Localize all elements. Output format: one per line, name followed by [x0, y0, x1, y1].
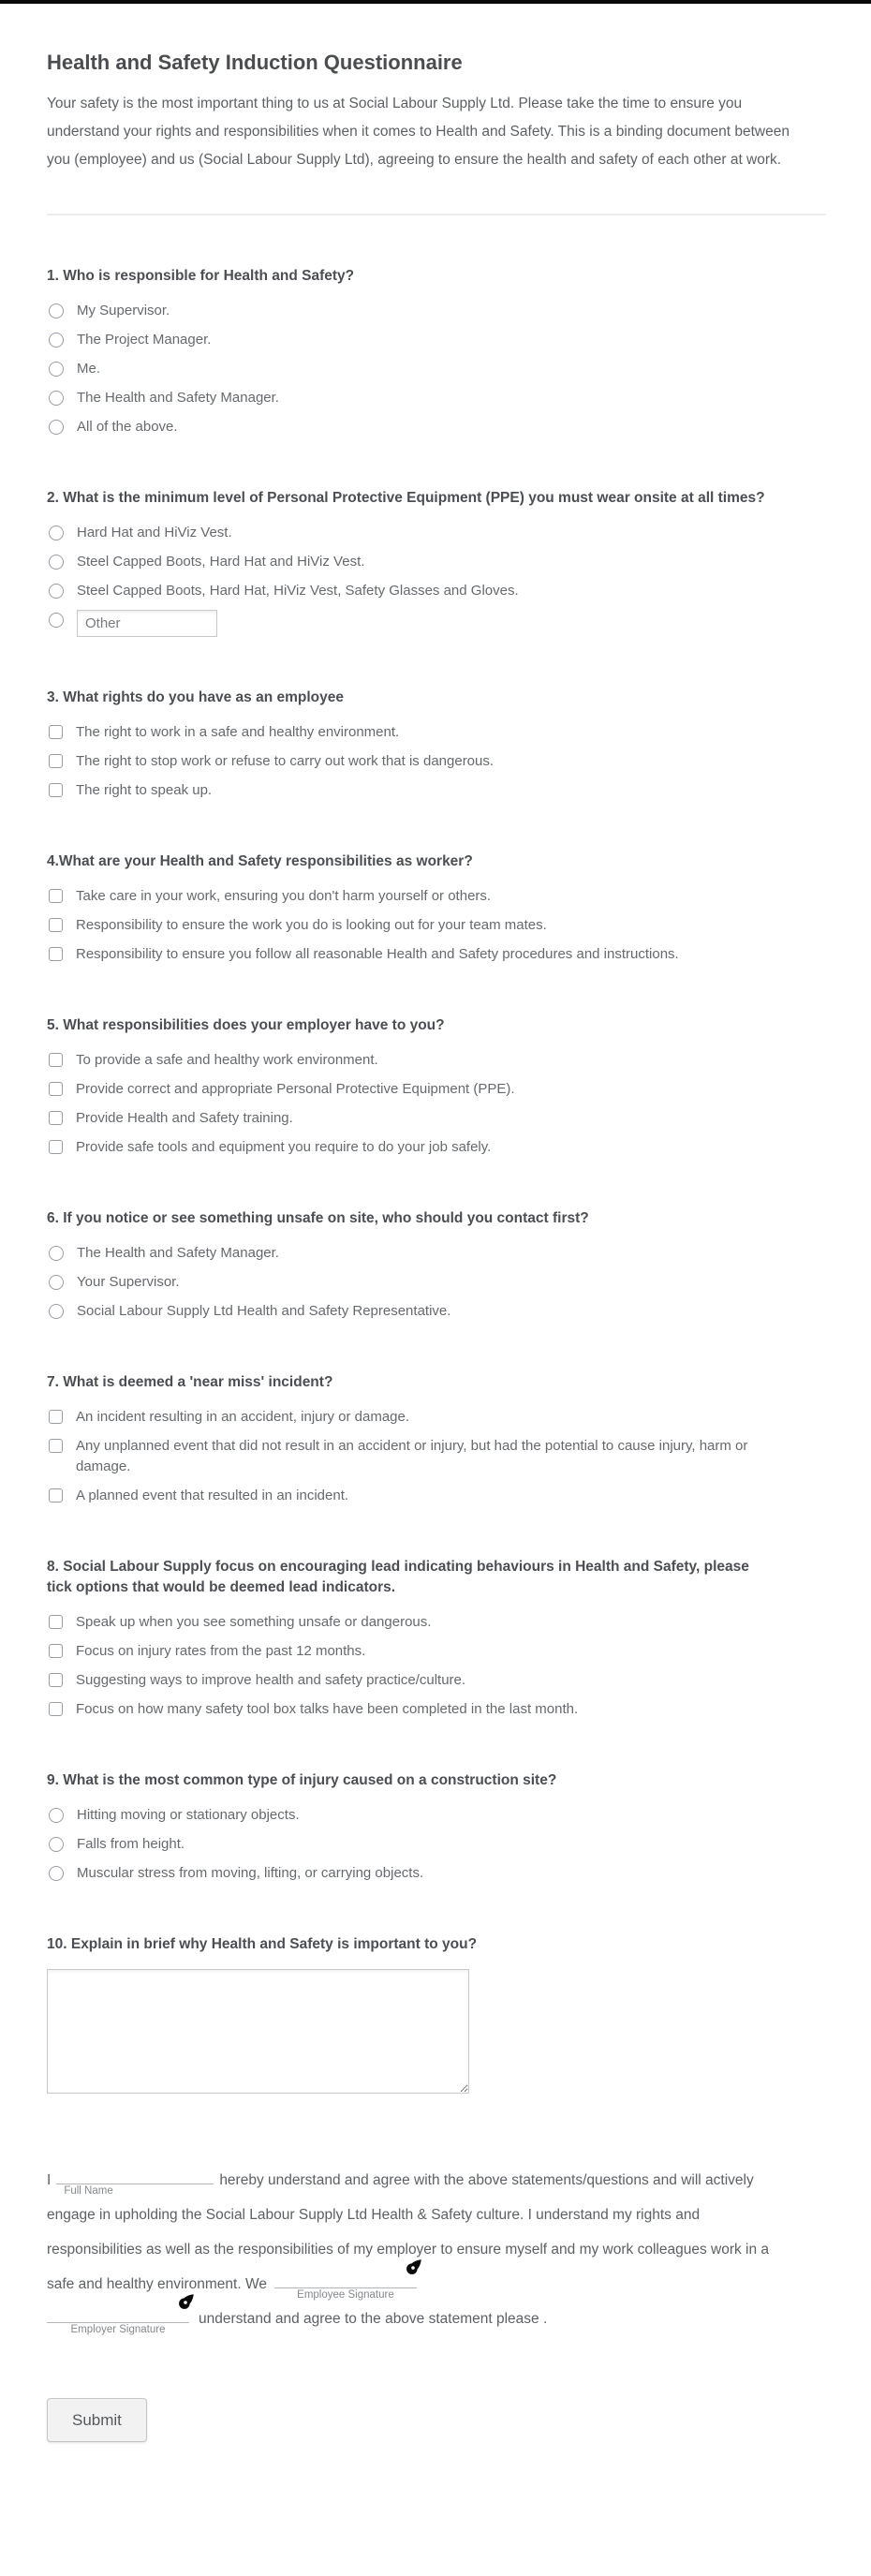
question-heading: 5. What responsibilities does your employer have to you? — [47, 1017, 445, 1033]
radio-button[interactable] — [49, 333, 64, 348]
option-label: Steel Capped Boots, Hard Hat, HiViz Vest, Safety Glasses and Gloves. — [77, 583, 519, 599]
option-row — [47, 751, 826, 772]
option-row — [47, 722, 826, 743]
checkbox[interactable] — [49, 1140, 63, 1154]
option-row — [47, 1670, 826, 1691]
form-title: Health and Safety Induction Questionnaire — [47, 51, 463, 74]
radio-button[interactable] — [49, 1304, 64, 1319]
radio-button[interactable] — [49, 555, 64, 570]
option-label: The right to speak up. — [76, 782, 213, 798]
checkbox[interactable] — [49, 1615, 63, 1629]
questions-list — [47, 266, 826, 2094]
option-label: Social Labour Supply Ltd Health and Safety Representative. — [77, 1303, 451, 1319]
option-label: Steel Capped Boots, Hard Hat and HiViz Vest. — [77, 554, 365, 570]
checkbox[interactable] — [49, 1673, 63, 1687]
radio-button[interactable] — [49, 526, 64, 540]
option-row — [47, 780, 826, 801]
checkbox[interactable] — [49, 1410, 63, 1424]
employee-signature-field[interactable] — [274, 2271, 417, 2301]
question-heading: 8. Social Labour Supply focus on encouraging lead indicating behaviours in Health and Safety, please tick options that would be deemed lead indicators. — [47, 1559, 749, 1595]
question-heading: 7. What is deemed a 'near miss' incident? — [47, 1374, 333, 1390]
option-row — [47, 330, 826, 350]
option-row — [47, 359, 826, 379]
section-divider — [47, 214, 826, 215]
question-block-5 — [47, 1015, 826, 1158]
option-row — [47, 1863, 826, 1884]
option-row — [47, 1612, 826, 1633]
option-label: The right to stop work or refuse to carry out work that is dangerous. — [76, 753, 495, 769]
radio-button[interactable] — [49, 584, 64, 599]
checkbox[interactable] — [49, 889, 63, 903]
option-row — [47, 1079, 826, 1100]
radio-button[interactable] — [49, 1246, 64, 1261]
full-name-label: Full Name — [64, 2185, 113, 2197]
option-row — [47, 1137, 826, 1158]
agreement-text-2: understand and agree to the above statement please . — [199, 2311, 548, 2327]
question-block-7 — [47, 1372, 826, 1506]
option-label: The Health and Safety Manager. — [77, 390, 279, 406]
employer-signature-field[interactable] — [47, 2305, 189, 2335]
option-label: Focus on how many safety tool box talks have been completed in the last month. — [76, 1701, 579, 1717]
radio-button[interactable] — [49, 303, 64, 318]
question-block-6 — [47, 1208, 826, 1322]
question-heading: 3. What rights do you have as an employee — [47, 689, 344, 705]
option-row — [47, 1243, 826, 1264]
checkbox[interactable] — [49, 947, 63, 961]
option-label: Muscular stress from moving, lifting, or carrying objects. — [77, 1865, 424, 1881]
signature-pen-icon — [178, 2293, 195, 2310]
option-row — [47, 581, 826, 601]
radio-button[interactable] — [49, 1275, 64, 1290]
employee-signature-label: Employee Signature — [297, 2289, 394, 2301]
option-row — [47, 1486, 826, 1506]
option-label: Falls from height. — [77, 1836, 185, 1852]
option-row — [47, 1436, 826, 1477]
option-label: Focus on injury rates from the past 12 months. — [76, 1643, 366, 1659]
option-label: Responsibility to ensure the work you do is looking out for your team mates. — [76, 917, 547, 933]
option-label: To provide a safe and healthy work environment. — [76, 1052, 378, 1068]
option-label: Provide Health and Safety training. — [76, 1110, 293, 1126]
checkbox[interactable] — [49, 783, 63, 797]
radio-button[interactable] — [49, 1837, 64, 1852]
option-label: Provide correct and appropriate Personal Protective Equipment (PPE). — [76, 1081, 515, 1097]
form-container — [0, 4, 871, 2498]
submit-button[interactable]: Submit — [47, 2398, 147, 2442]
checkbox[interactable] — [49, 1111, 63, 1125]
checkbox[interactable] — [49, 1082, 63, 1096]
option-label: Me. — [77, 361, 101, 377]
question-block-4 — [47, 851, 826, 965]
radio-button[interactable] — [49, 391, 64, 406]
radio-button[interactable] — [49, 613, 64, 628]
option-label: Take care in your work, ensuring you don't harm yourself or others. — [76, 888, 492, 904]
question-block-9 — [47, 1770, 826, 1884]
checkbox[interactable] — [49, 1702, 63, 1716]
option-row — [47, 523, 826, 543]
checkbox[interactable] — [49, 1439, 63, 1453]
option-row — [47, 552, 826, 572]
agreement-paragraph — [47, 2163, 787, 2336]
option-label: Hard Hat and HiViz Vest. — [77, 525, 232, 540]
question-heading: 1. Who is responsible for Health and Safety? — [47, 268, 355, 284]
option-label: A planned event that resulted in an incident. — [76, 1488, 349, 1503]
option-row — [47, 1272, 826, 1293]
option-label: The Health and Safety Manager. — [77, 1245, 279, 1261]
question-heading: 10. Explain in brief why Health and Safety is important to you? — [47, 1936, 478, 1952]
option-row — [47, 1805, 826, 1826]
question-heading: 6. If you notice or see something unsafe on site, who should you contact first? — [47, 1210, 589, 1226]
full-name-field[interactable] — [56, 2167, 214, 2197]
option-label: The Project Manager. — [77, 332, 212, 348]
question-block-1 — [47, 266, 826, 437]
option-row-other — [47, 610, 826, 637]
option-row — [47, 886, 826, 907]
question-block-2 — [47, 488, 826, 637]
employer-signature-label: Employer Signature — [70, 2324, 166, 2335]
option-row — [47, 1301, 826, 1322]
option-label: An incident resulting in an accident, injury or damage. — [76, 1409, 410, 1425]
option-row — [47, 1108, 826, 1129]
option-label: Provide safe tools and equipment you require to do your job safely. — [76, 1139, 492, 1155]
radio-button[interactable] — [49, 362, 64, 377]
radio-button[interactable] — [49, 420, 64, 435]
option-row — [47, 944, 826, 965]
checkbox[interactable] — [49, 754, 63, 768]
question-block-8 — [47, 1557, 826, 1720]
question-heading: 4.What are your Health and Safety responsibilities as worker? — [47, 853, 473, 869]
question-heading: 2. What is the minimum level of Personal Protective Equipment (PPE) you must wear onsite at all times? — [47, 490, 765, 506]
option-label: All of the above. — [77, 419, 178, 435]
radio-button[interactable] — [49, 1808, 64, 1823]
checkbox[interactable] — [49, 1053, 63, 1067]
option-row — [47, 1050, 826, 1071]
option-row — [47, 1834, 826, 1855]
checkbox[interactable] — [49, 1644, 63, 1658]
question-heading: 9. What is the most common type of injury caused on a construction site? — [47, 1772, 557, 1788]
option-label: Suggesting ways to improve health and safety practice/culture. — [76, 1672, 466, 1688]
option-row — [47, 301, 826, 321]
option-label: Your Supervisor. — [77, 1274, 180, 1290]
agreement-text-1: hereby understand and agree with the above statements/questions and will actively engage in upholding the Social Labour Supply Ltd Health & Safety culture. I understand my rights and responsibilities as well as the responsibilities of my employer to ensure myself and my work colleagues work in a safe and healthy environment. We — [47, 2172, 770, 2292]
other-input[interactable] — [77, 610, 217, 637]
option-label: My Supervisor. — [77, 303, 170, 318]
question-block-3 — [47, 688, 826, 801]
checkbox[interactable] — [49, 918, 63, 932]
option-row — [47, 915, 826, 936]
option-label: Responsibility to ensure you follow all reasonable Health and Safety procedures and instructions. — [76, 946, 679, 962]
option-row — [47, 1641, 826, 1662]
signature-pen-icon — [406, 2258, 422, 2275]
agreement-prefix: I — [47, 2172, 52, 2188]
option-label: Hitting moving or stationary objects. — [77, 1807, 300, 1823]
option-row — [47, 1407, 826, 1428]
form-intro-text: Your safety is the most important thing to us at Social Labour Supply Ltd. Please take the time to ensure you understand your rights and responsibilities when it comes to Health and Safety. This is a binding document between you (employee) and us (Social Labour Supply Ltd), agreeing to ensure the health and safety of each other at work. — [47, 96, 790, 168]
checkbox[interactable] — [49, 725, 63, 739]
option-label: Any unplanned event that did not result in an accident or injury, but had the potential to cause injury, harm or damage. — [76, 1438, 748, 1474]
option-row — [47, 1699, 826, 1720]
option-row — [47, 417, 826, 437]
option-row — [47, 388, 826, 408]
answer-textarea[interactable] — [47, 1969, 469, 2094]
option-label: The right to work in a safe and healthy environment. — [76, 724, 400, 740]
checkbox[interactable] — [49, 1488, 63, 1503]
option-label: Speak up when you see something unsafe or dangerous. — [76, 1614, 432, 1630]
radio-button[interactable] — [49, 1866, 64, 1881]
question-block-10 — [47, 1934, 826, 2094]
